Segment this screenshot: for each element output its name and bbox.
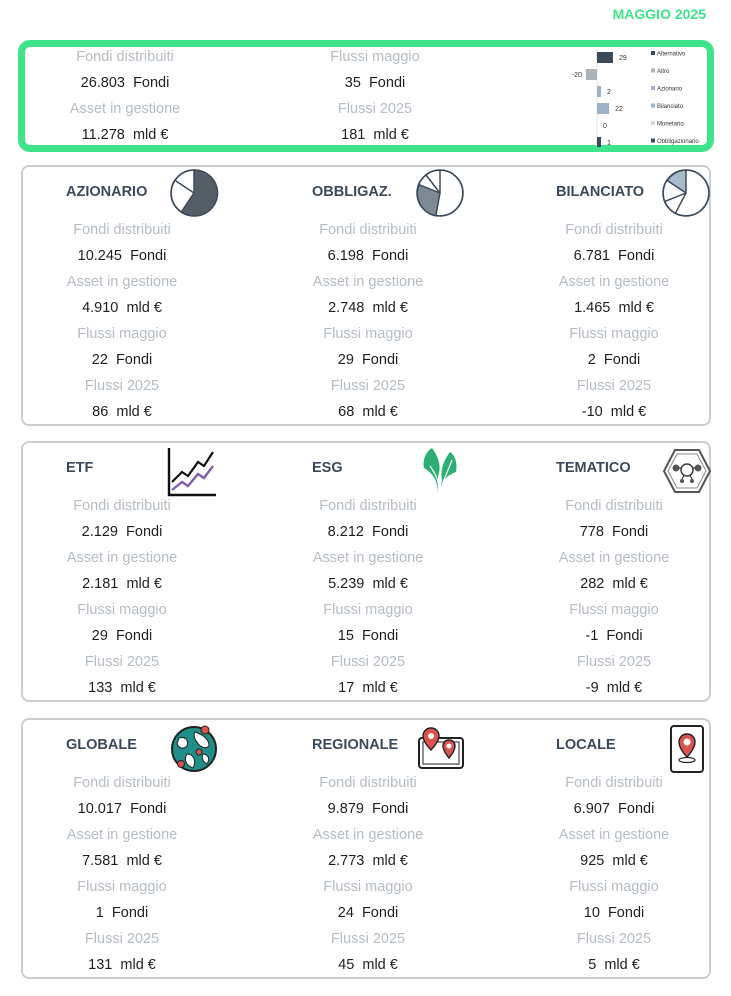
metric-label: Fondi distribuiti xyxy=(73,775,171,791)
metric-value: 5 mld € xyxy=(588,957,640,973)
metric-value: 5.239 mld € xyxy=(328,576,408,592)
chart-data-label: 29 xyxy=(619,55,627,62)
metric-label: Asset in gestione xyxy=(558,550,670,566)
metric-label: Asset in gestione xyxy=(66,274,178,290)
card-title-globale: GLOBALE xyxy=(66,737,137,753)
chart-data-label: 0 xyxy=(603,123,607,130)
chart-bar xyxy=(597,137,601,147)
summary-panel xyxy=(18,40,714,152)
metric-label: Flussi 2025 xyxy=(576,378,652,394)
metric-value: 778 Fondi xyxy=(579,524,649,540)
card-title-etf: ETF xyxy=(66,460,94,476)
map-pins-icon xyxy=(417,726,465,775)
metric-label: Flussi maggio xyxy=(77,326,167,342)
metric-label: Asset in gestione xyxy=(558,827,670,843)
metric-value: 2.129 Fondi xyxy=(81,524,163,540)
metric-value: 1.465 mld € xyxy=(574,300,654,316)
metric-label: Flussi maggio xyxy=(77,602,167,618)
metric-label: Flussi 2025 xyxy=(576,654,652,670)
legend-swatch xyxy=(651,121,655,125)
chart-bar xyxy=(597,103,609,114)
metric-label: Fondi distribuiti xyxy=(565,775,663,791)
summary-asset-value: 11.278 mld € xyxy=(81,127,169,143)
leaf-icon xyxy=(420,446,460,501)
metric-value: 2 Fondi xyxy=(587,352,641,368)
legend-label: Altro xyxy=(657,69,670,75)
legend-label: Obbligazionario xyxy=(657,139,699,145)
summary-fondi-value: 26.803 Fondi xyxy=(80,75,170,91)
metric-value: 8.212 Fondi xyxy=(327,524,409,540)
category-card xyxy=(21,165,711,426)
metric-label: Asset in gestione xyxy=(558,274,670,290)
metric-value: 24 Fondi xyxy=(337,905,399,921)
legend-label: Monetario xyxy=(657,121,684,128)
metric-label: Flussi 2025 xyxy=(330,378,406,394)
metric-label: Flussi 2025 xyxy=(84,378,160,394)
page-title: MAGGIO 2025 xyxy=(612,6,706,22)
metric-label: Flussi maggio xyxy=(323,326,413,342)
line-chart-icon xyxy=(166,446,218,503)
metric-value: 45 mld € xyxy=(338,957,398,973)
metric-value: 2.773 mld € xyxy=(328,853,408,869)
card-title-locale: LOCALE xyxy=(556,737,616,753)
metric-value: -10 mld € xyxy=(581,404,647,420)
metric-value: 925 mld € xyxy=(580,853,648,869)
pie-chart-icon xyxy=(661,168,711,223)
globe-icon xyxy=(169,724,219,779)
metric-value: 22 Fondi xyxy=(91,352,153,368)
summary-flussi-2025-value: 181 mld € xyxy=(341,127,409,143)
legend-swatch xyxy=(651,104,655,108)
metric-value: 17 mld € xyxy=(338,680,398,696)
metric-label: Asset in gestione xyxy=(66,827,178,843)
metric-value: 10 Fondi xyxy=(583,905,645,921)
chart-bar xyxy=(586,69,597,80)
card-title-esg: ESG xyxy=(312,460,343,476)
card-title-azionario: AZIONARIO xyxy=(66,184,148,200)
legend-label: Alternativo xyxy=(657,51,686,58)
metric-label: Flussi 2025 xyxy=(330,931,406,947)
metric-value: 9.879 Fondi xyxy=(327,801,409,817)
metric-label: Flussi maggio xyxy=(323,879,413,895)
metric-label: Fondi distribuiti xyxy=(565,498,663,514)
metric-value: 86 mld € xyxy=(92,404,152,420)
card-title-regionale: REGIONALE xyxy=(312,737,399,753)
metric-value: 29 Fondi xyxy=(91,628,153,644)
summary-flussi-maggio-label: Flussi maggio xyxy=(330,49,420,65)
category-card xyxy=(21,441,711,702)
metric-label: Fondi distribuiti xyxy=(319,498,417,514)
metric-value: 10.245 Fondi xyxy=(77,248,167,264)
pie-chart-icon xyxy=(169,168,219,223)
card-title-bilanciato: BILANCIATO xyxy=(556,184,645,200)
metric-label: Fondi distribuiti xyxy=(319,775,417,791)
metric-label: Asset in gestione xyxy=(66,550,178,566)
metric-value: 6.198 Fondi xyxy=(327,248,409,264)
metric-label: Flussi maggio xyxy=(569,879,659,895)
summary-flussi-2025-label: Flussi 2025 xyxy=(337,101,413,117)
metric-value: 6.907 Fondi xyxy=(573,801,655,817)
flows-bar-chart xyxy=(533,49,708,147)
chart-bar xyxy=(597,52,613,63)
pie-chart-icon xyxy=(415,168,465,223)
metric-label: Flussi maggio xyxy=(77,879,167,895)
metric-value: 2.181 mld € xyxy=(82,576,162,592)
hexagon-network-icon xyxy=(662,448,712,499)
metric-value: 282 mld € xyxy=(580,576,648,592)
metric-value: 6.781 Fondi xyxy=(573,248,655,264)
metric-label: Fondi distribuiti xyxy=(73,498,171,514)
metric-label: Flussi maggio xyxy=(569,602,659,618)
metric-label: Flussi 2025 xyxy=(84,931,160,947)
metric-label: Asset in gestione xyxy=(312,274,424,290)
legend-swatch xyxy=(651,51,655,55)
metric-label: Flussi maggio xyxy=(323,602,413,618)
chart-data-label: 2 xyxy=(607,89,611,96)
metric-value: -9 mld € xyxy=(585,680,643,696)
metric-value: 15 Fondi xyxy=(337,628,399,644)
metric-label: Fondi distribuiti xyxy=(73,222,171,238)
legend-swatch xyxy=(651,69,655,73)
legend-swatch xyxy=(651,139,655,143)
legend-label: Bilanciato xyxy=(657,104,684,110)
metric-value: 1 Fondi xyxy=(95,905,149,921)
metric-value: 68 mld € xyxy=(338,404,398,420)
metric-label: Flussi 2025 xyxy=(576,931,652,947)
metric-label: Fondi distribuiti xyxy=(319,222,417,238)
metric-label: Flussi 2025 xyxy=(330,654,406,670)
metric-value: 7.581 mld € xyxy=(82,853,162,869)
chart-data-label: 1 xyxy=(607,140,611,147)
metric-label: Asset in gestione xyxy=(312,827,424,843)
summary-fondi-label: Fondi distribuiti xyxy=(76,49,174,65)
legend-label: Azionario xyxy=(657,86,683,93)
chart-data-label: 22 xyxy=(615,106,623,113)
metric-label: Asset in gestione xyxy=(312,550,424,566)
chart-bar xyxy=(597,86,601,97)
category-card xyxy=(21,718,711,979)
metric-value: 4.910 mld € xyxy=(82,300,162,316)
legend-swatch xyxy=(651,86,655,90)
chart-data-label: -20 xyxy=(571,72,582,79)
summary-asset-label: Asset in gestione xyxy=(69,101,181,117)
metric-label: Flussi maggio xyxy=(569,326,659,342)
metric-value: 2.748 mld € xyxy=(328,300,408,316)
card-title-tematico: TEMATICO xyxy=(556,460,631,476)
location-pin-icon xyxy=(669,724,705,779)
metric-value: 29 Fondi xyxy=(337,352,399,368)
metric-label: Fondi distribuiti xyxy=(565,222,663,238)
card-title-obbligaz: OBBLIGAZ. xyxy=(312,184,392,200)
metric-label: Flussi 2025 xyxy=(84,654,160,670)
metric-value: -1 Fondi xyxy=(585,628,643,644)
metric-value: 131 mld € xyxy=(88,957,156,973)
summary-flussi-maggio-value: 35 Fondi xyxy=(344,75,406,91)
metric-value: 10.017 Fondi xyxy=(77,801,167,817)
metric-value: 133 mld € xyxy=(88,680,156,696)
